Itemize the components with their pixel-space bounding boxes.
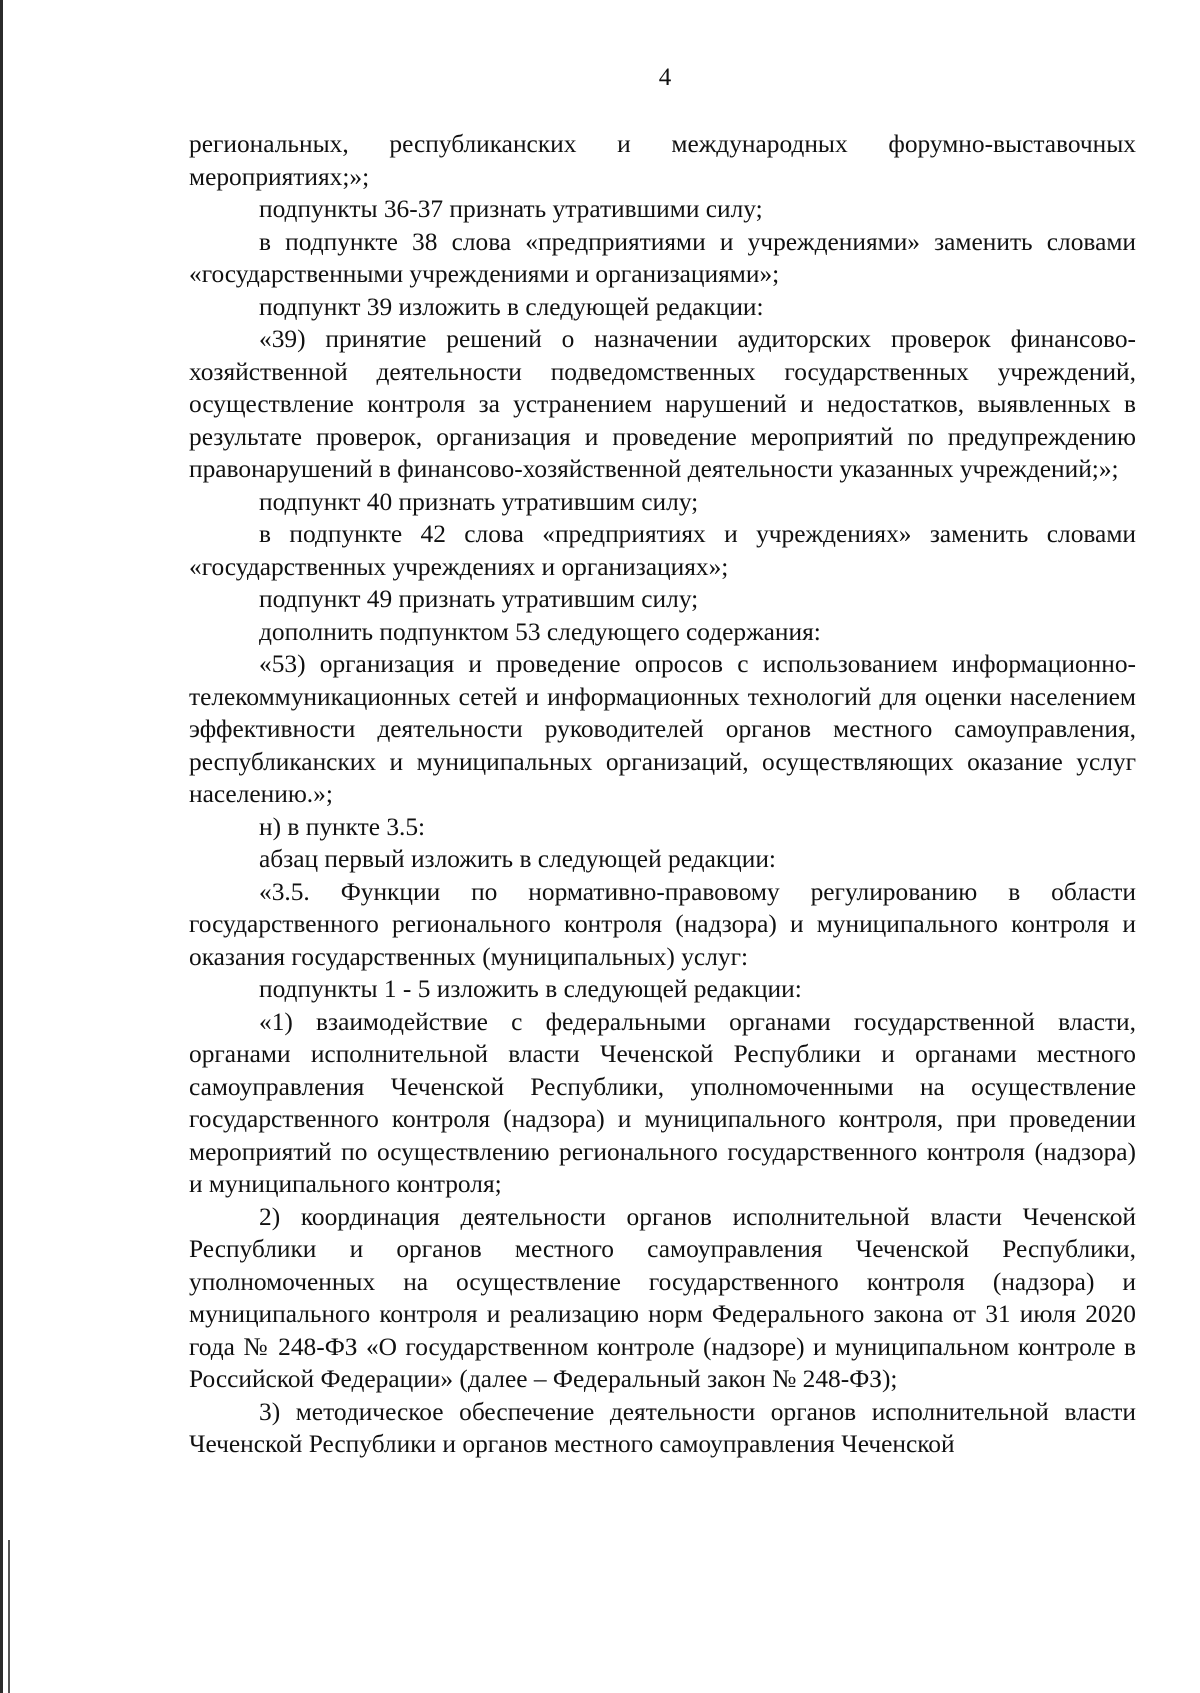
paragraph: подпункт 49 признать утратившим силу;	[259, 585, 699, 613]
paragraph: н) в пункте 3.5:	[259, 812, 426, 841]
paragraph: в подпункте 42 слова «предприятиях и учреждениях» заменить словами «государственных учреждениях и организациях»;	[189, 520, 1136, 581]
paragraph: в подпункте 38 слова «предприятиями и учреждениями» заменить словами «государственными учреждениями и организациями»;	[189, 227, 1136, 288]
paragraph: абзац первый изложить в следующей редакции:	[259, 845, 776, 873]
paragraph: «1) взаимодействие с федеральными органами государственной власти, органами исполнительной власти Чеченской Республики и органами местного самоуправления Чеченской Республики, уполномоченными на осуществление государственного контроля (надзора) и муниципального контроля, при проведении мероприятий по осуществлению регионального государственного контроля (надзора) и муниципального контроля;	[189, 1007, 1136, 1198]
paragraph: подпункт 40 признать утратившим силу;	[259, 487, 699, 516]
scan-edge-line	[0, 0, 3, 1693]
paragraph: 2) координация деятельности органов исполнительной власти Чеченской Республики и органов местного самоуправления Чеченской Республики, уполномоченных на осуществление государственного контроля (надзора) и муниципального контроля и реализацию норм Федерального закона от 31 июля 2020 года № 248-ФЗ «О государственном контроле (надзоре) и муниципальном контроле в Российской Федерации» (далее – Федеральный закон № 248-ФЗ);	[189, 1202, 1136, 1393]
paragraph: региональных, республиканских и международных форумно-выставочных мероприятиях;»;	[189, 130, 1136, 191]
scan-edge-mark	[8, 1540, 10, 1693]
page-number: 4	[658, 64, 672, 91]
paragraph: 3) методическое обеспечение деятельности органов исполнительной власти Чеченской Республики и органов местного самоуправления Чеченской	[189, 1397, 1136, 1458]
paragraph: дополнить подпунктом 53 следующего содержания:	[259, 617, 821, 646]
paragraph: подпункты 36-37 признать утратившими силу;	[259, 195, 763, 223]
paragraph: «53) организация и проведение опросов с использованием информационно-телекоммуникационных сетей и информационных технологий для оценки населением эффективности деятельности руководителей органов местного самоуправления, республиканских и муниципальных организаций, осуществляющих оказание услуг населению.»;	[189, 650, 1136, 808]
paragraph: «39) принятие решений о назначении аудиторских проверок финансово-хозяйственной деятельности подведомственных государственных учреждений, осуществление контроля за устранением нарушений и недостатков, выявленных в результате проверок, организация и проведение мероприятий по предупреждению правонарушений в финансово-хозяйственной деятельности указанных учреждений;»;	[189, 325, 1136, 483]
paragraph: «3.5. Функции по нормативно-правовому регулированию в области государственного регионального контроля (надзора) и муниципального контроля и оказания государственных (муниципальных) услуг:	[189, 877, 1136, 971]
paragraph: подпункт 39 изложить в следующей редакции:	[259, 292, 764, 321]
paragraph: подпункты 1 - 5 изложить в следующей редакции:	[259, 975, 802, 1003]
document-body	[189, 128, 1136, 1461]
